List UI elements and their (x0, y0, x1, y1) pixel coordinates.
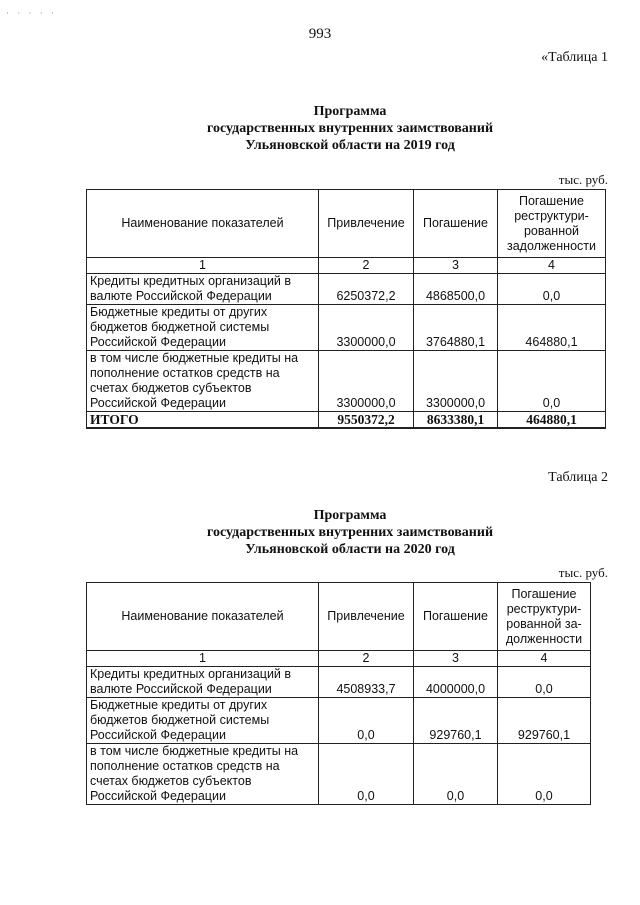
table-1-label: «Таблица 1 (541, 50, 608, 65)
row-name: Кредиты кредитных организаций в валюте Российской Федерации (87, 667, 319, 698)
row-name: в том числе бюджетные кредиты на пополнение остатков средств на счетах бюджетов субъектов Российской Федерации (87, 351, 319, 412)
header-name: Наименование показателей (87, 190, 319, 258)
table-2-unit: тыс. руб. (558, 565, 608, 580)
row-restructured: 0,0 (498, 744, 591, 805)
column-number-row (87, 651, 591, 667)
row-name: Кредиты кредитных организаций в валюте Российской Федерации (87, 274, 319, 305)
column-number: 2 (319, 651, 414, 667)
header-restructured-repayment: Погашение реструктури-рованной задолженности (498, 190, 606, 258)
heading-line: Программа (313, 104, 387, 119)
total-row (87, 412, 606, 429)
table-header-row (87, 583, 591, 651)
heading-line: государственных внутренних заимствований (206, 525, 494, 540)
row-restructured: 464880,1 (498, 305, 606, 351)
table-2-heading (0, 507, 640, 558)
row-repayment: 4000000,0 (414, 667, 498, 698)
row-attraction: 0,0 (319, 744, 414, 805)
row-name: Бюджетные кредиты от других бюджетов бюджетной системы Российской Федерации (87, 698, 319, 744)
table-row (87, 744, 591, 805)
row-name: в том числе бюджетные кредиты на пополнение остатков средств на счетах бюджетов субъектов Российской Федерации (87, 744, 319, 805)
row-attraction: 3300000,0 (319, 351, 414, 412)
row-restructured: 0,0 (498, 667, 591, 698)
column-number: 1 (87, 651, 319, 667)
heading-line: Ульяновской области на 2019 год (245, 138, 455, 153)
row-attraction: 4508933,7 (319, 667, 414, 698)
row-name: Бюджетные кредиты от других бюджетов бюджетной системы Российской Федерации (87, 305, 319, 351)
row-repayment: 3300000,0 (414, 351, 498, 412)
header-attraction: Привлечение (319, 190, 414, 258)
row-repayment: 0,0 (414, 744, 498, 805)
table-1-unit: тыс. руб. (558, 172, 608, 187)
column-number: 4 (498, 258, 606, 274)
row-restructured: 929760,1 (498, 698, 591, 744)
header-attraction: Привлечение (319, 583, 414, 651)
row-restructured: 0,0 (498, 351, 606, 412)
table-2 (86, 582, 591, 805)
column-number-row (87, 258, 606, 274)
row-repayment: 3764880,1 (414, 305, 498, 351)
row-attraction: 0,0 (319, 698, 414, 744)
table-1 (86, 189, 606, 429)
table-row (87, 667, 591, 698)
table-1-heading (0, 103, 640, 154)
header-repayment: Погашение (414, 190, 498, 258)
page-number: 993 (308, 26, 332, 42)
column-number: 3 (414, 258, 498, 274)
header-repayment: Погашение (414, 583, 498, 651)
table-header-row (87, 190, 606, 258)
table-row (87, 305, 606, 351)
table-row (87, 698, 591, 744)
row-attraction: 6250372,2 (319, 274, 414, 305)
column-number: 2 (319, 258, 414, 274)
scan-artifact: · · · · · (6, 8, 57, 18)
table-row (87, 351, 606, 412)
header-name: Наименование показателей (87, 583, 319, 651)
column-number: 3 (414, 651, 498, 667)
heading-line: государственных внутренних заимствований (206, 121, 494, 136)
total-restructured: 464880,1 (498, 412, 606, 429)
table-row (87, 274, 606, 305)
header-restructured-repayment: Погашение реструктури-рованной за-долженности (498, 583, 591, 651)
row-repayment: 4868500,0 (414, 274, 498, 305)
table-2-label: Таблица 2 (548, 470, 608, 485)
row-restructured: 0,0 (498, 274, 606, 305)
heading-line: Ульяновской области на 2020 год (245, 542, 455, 557)
heading-line: Программа (313, 508, 387, 523)
total-attraction: 9550372,2 (319, 412, 414, 429)
row-repayment: 929760,1 (414, 698, 498, 744)
total-label: ИТОГО (87, 412, 319, 429)
column-number: 4 (498, 651, 591, 667)
row-attraction: 3300000,0 (319, 305, 414, 351)
total-repayment: 8633380,1 (414, 412, 498, 429)
column-number: 1 (87, 258, 319, 274)
